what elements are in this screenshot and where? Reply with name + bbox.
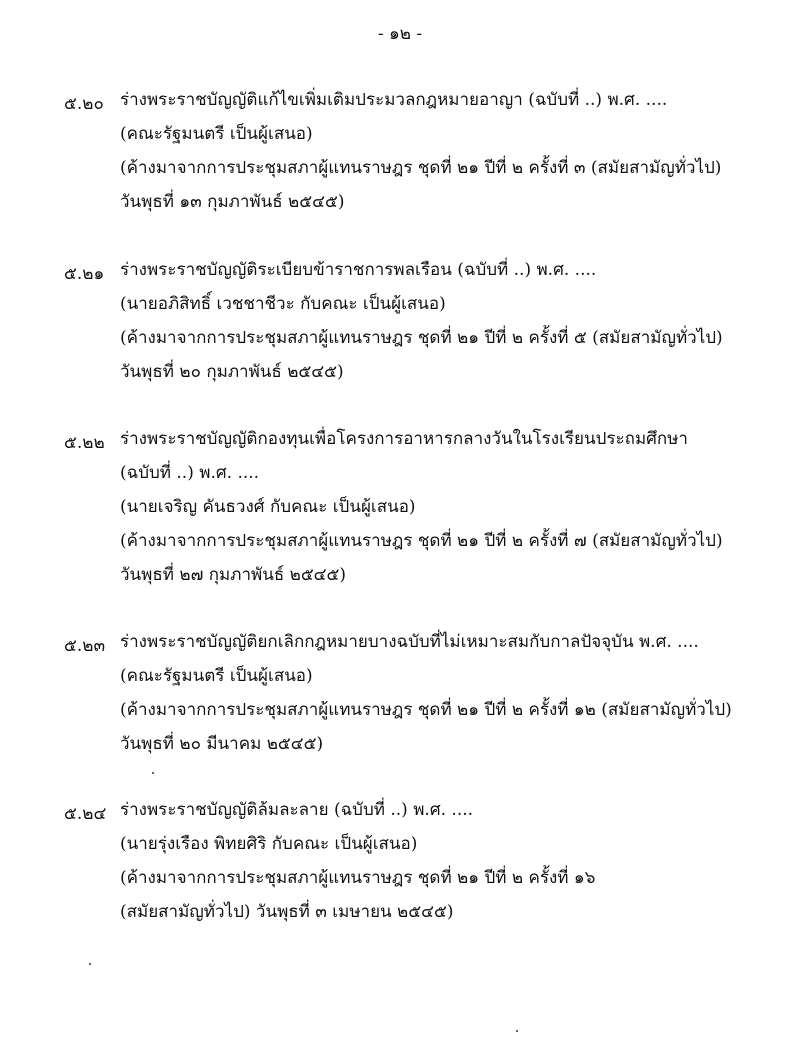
pending-note: (ค้างมาจากการประชุมสภาผู้แทนราษฎร ชุดที่ ๒๑ ปีที่ ๒ ครั้งที่ ๕ (สมัยสามัญทั่วไป) <box>120 328 723 348</box>
item-number: ๕.๒๒ <box>64 433 105 453</box>
proposer: (นายอภิสิทธิ์ เวชชาชีวะ กับคณะ เป็นผู้เสนอ) <box>120 294 446 314</box>
item-number: ๕.๒๐ <box>64 94 104 114</box>
meeting-date: วันพุธที่ ๒๐ มีนาคม ๒๕๔๕) <box>120 734 324 754</box>
proposer: (นายเจริญ คันธวงศ์ กับคณะ เป็นผู้เสนอ) <box>120 497 416 517</box>
scan-speck <box>152 772 154 774</box>
bill-title: ร่างพระราชบัญญัติแก้ไขเพิ่มเติมประมวลกฎหมายอาญา (ฉบับที่ ..) พ.ศ. .... <box>120 90 668 110</box>
meeting-date: (สมัยสามัญทั่วไป) วันพุธที่ ๓ เมษายน ๒๕๔๕) <box>120 902 454 922</box>
proposer: (คณะรัฐมนตรี เป็นผู้เสนอ) <box>120 666 313 686</box>
bill-title: ร่างพระราชบัญญัติกองทุนเพื่อโครงการอาหารกลางวันในโรงเรียนประถมศึกษา <box>120 429 688 449</box>
pending-note: (ค้างมาจากการประชุมสภาผู้แทนราษฎร ชุดที่ ๒๑ ปีที่ ๒ ครั้งที่ ๑๖ <box>120 868 596 888</box>
meeting-date: วันพุธที่ ๑๓ กุมภาพันธ์ ๒๕๔๕) <box>120 192 345 212</box>
scan-speck <box>89 963 91 965</box>
bill-title: ร่างพระราชบัญญัติล้มละลาย (ฉบับที่ ..) พ.ศ. .... <box>120 800 474 820</box>
proposer: (คณะรัฐมนตรี เป็นผู้เสนอ) <box>120 124 313 144</box>
bill-title: ร่างพระราชบัญญัติยกเลิกกฎหมายบางฉบับที่ไม่เหมาะสมกับกาลปัจจุบัน พ.ศ. .... <box>120 632 699 652</box>
pending-note: (ค้างมาจากการประชุมสภาผู้แทนราษฎร ชุดที่ ๒๑ ปีที่ ๒ ครั้งที่ ๑๒ (สมัยสามัญทั่วไป) <box>120 700 732 720</box>
bill-title: ร่างพระราชบัญญัติระเบียบข้าราชการพลเรือน (ฉบับที่ ..) พ.ศ. .... <box>120 260 597 280</box>
item-number: ๕.๒๑ <box>64 264 105 284</box>
item-number: ๕.๒๓ <box>64 636 106 656</box>
meeting-date: วันพุธที่ ๒๐ กุมภาพันธ์ ๒๕๔๕) <box>120 362 344 382</box>
page-number: - ๑๒ - <box>377 24 423 44</box>
meeting-date: วันพุธที่ ๒๗ กุมภาพันธ์ ๒๕๔๕) <box>120 565 347 585</box>
item-number: ๕.๒๔ <box>64 804 107 824</box>
pending-note: (ค้างมาจากการประชุมสภาผู้แทนราษฎร ชุดที่ ๒๑ ปีที่ ๒ ครั้งที่ ๓ (สมัยสามัญทั่วไป) <box>120 158 722 178</box>
bill-title-continued: (ฉบับที่ ..) พ.ศ. .... <box>120 463 260 483</box>
scan-speck <box>516 1030 518 1032</box>
proposer: (นายรุ่งเรือง พิทยศิริ กับคณะ เป็นผู้เสนอ) <box>120 834 418 854</box>
pending-note: (ค้างมาจากการประชุมสภาผู้แทนราษฎร ชุดที่ ๒๑ ปีที่ ๒ ครั้งที่ ๗ (สมัยสามัญทั่วไป) <box>120 531 723 551</box>
